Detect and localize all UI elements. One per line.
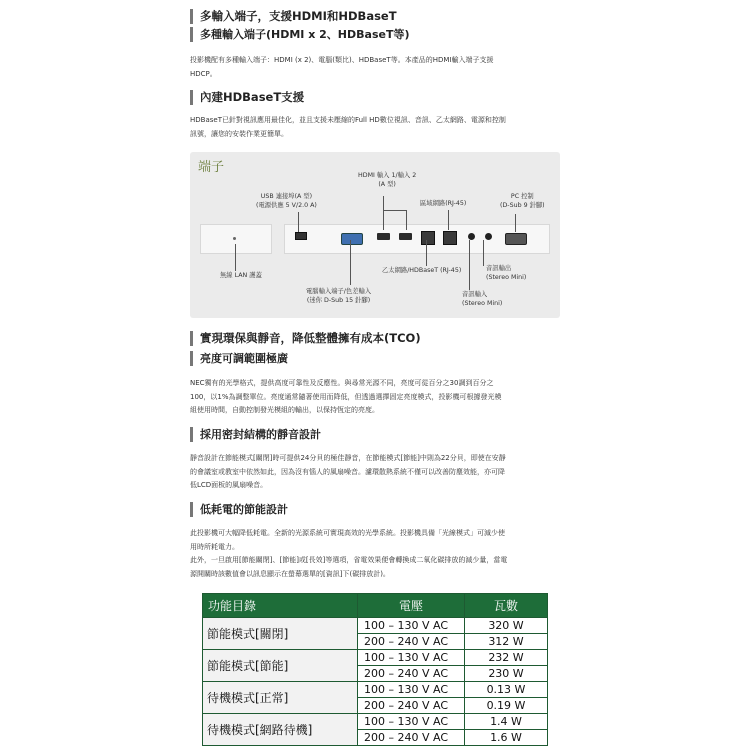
lan-port-label: 區域網路(RJ-45) [420, 200, 467, 207]
hdmi-port-1-icon [377, 233, 390, 240]
hdbaset-port-icon [421, 231, 435, 245]
table-row [203, 650, 548, 666]
leader-line [469, 240, 470, 290]
table-cell-voltage: 200 – 240 V AC [358, 698, 465, 714]
terminal-diagram-panel [190, 152, 560, 318]
audio-input-label: 音訊輸入 (Stereo Mini) [462, 291, 503, 307]
section-subheading-multi-input: 多種輸入端子(HDMI x 2、HDBaseT等) [190, 27, 410, 42]
table-cell-wattage: 312 W [465, 634, 548, 650]
paragraph-brightness [190, 377, 550, 418]
audio-output-label: 音訊輸出 (Stereo Mini) [486, 265, 527, 281]
paragraph-line: 此投影機可大幅降低耗電。全新的光源系統可實現高效的光學系統。投影機具備「光線模式」可減少使 [190, 529, 505, 537]
table-cell-wattage: 230 W [465, 666, 548, 682]
pc-control-label: PC 控制 (D-Sub 9 針腳) [500, 193, 545, 209]
table-cell-feature: 待機模式[正常] [203, 682, 358, 714]
projector-left-module [200, 224, 272, 254]
paragraph-hdbaset [190, 114, 550, 141]
computer-input-label: 電腦輸入端子/色差輸入 (迷你 D-Sub 15 針腳) [306, 288, 372, 304]
paragraph-line: 此外，一旦啟用[節能關閉]、[節能]或[長效]等選項，省電效果便會轉換成二氧化碳排放的減少量，當電 [190, 556, 508, 564]
leader-line [383, 210, 407, 211]
table-header-row [203, 594, 548, 618]
leader-line [406, 210, 407, 230]
leader-line [383, 210, 384, 230]
table-cell-wattage: 0.19 W [465, 698, 548, 714]
hdmi-input-label: HDMI 輸入 1/輸入 2 (A 型) [358, 172, 417, 188]
leader-line [448, 210, 449, 230]
paragraph-line: NEC獨有的光學格式，提供高度可靠性及反應性。與尋常光源不同，亮度可從百分之30調到百分之 [190, 379, 494, 387]
leader-line [350, 240, 351, 285]
paragraph-line: 100，以1%為調整單位。亮度通常隨著使用而降低，但透過選擇固定亮度模式，投影機可根據發光模 [190, 392, 502, 401]
paragraph-line: 低LCD面板的風扇噪音。 [190, 481, 268, 489]
table-header-wattage: 瓦數 [465, 594, 548, 618]
table-header-feature: 功能目錄 [203, 594, 358, 618]
table-cell-voltage: 100 – 130 V AC [358, 650, 465, 666]
table-row [203, 618, 548, 634]
section-subheading-low-power: 低耗電的節能設計 [190, 502, 288, 517]
table-cell-voltage: 100 – 130 V AC [358, 714, 465, 730]
terminal-panel-title: 端子 [198, 160, 225, 175]
table-cell-voltage: 200 – 240 V AC [358, 730, 465, 746]
paragraph-line: 訊號，讓您的安裝作業更簡單。 [190, 129, 288, 138]
section-heading-hdbaset: 內建HDBaseT支援 [190, 90, 304, 105]
table-cell-feature: 節能模式[節能] [203, 650, 358, 682]
table-row [203, 714, 548, 730]
leader-line [383, 196, 384, 211]
hdmi-port-2-icon [399, 233, 412, 240]
table-cell-voltage: 200 – 240 V AC [358, 666, 465, 682]
table-cell-wattage: 320 W [465, 618, 548, 634]
paragraph-line: 組使用時間，自動控制發光模組的輸出，以保持恆定的亮度。 [190, 406, 379, 414]
paragraph-line: 源開關時該數值會以訊息顯示在螢幕選單的[資訊]下(碳排放計)。 [190, 569, 390, 578]
table-cell-voltage: 100 – 130 V AC [358, 682, 465, 698]
paragraph-line: 靜音設計在節能模式[關閉]時可提供24分貝的極佳靜音，在節能模式[節能]中則為22分貝，即使在安靜 [190, 454, 506, 462]
audio-in-jack-icon [468, 233, 475, 240]
leader-line [426, 240, 427, 266]
paragraph-line: HDCP。 [190, 69, 217, 78]
section-heading-eco-quiet: 實現環保與靜音，降低整體擁有成本(TCO) [190, 331, 421, 346]
table-cell-voltage: 200 – 240 V AC [358, 634, 465, 650]
lan-port-icon [443, 231, 457, 245]
table-cell-wattage: 1.4 W [465, 714, 548, 730]
hdbaset-port-label: 乙太網路/HDBaseT (RJ-45) [382, 267, 462, 274]
table-row [203, 682, 548, 698]
wireless-lan-cover-label: 無線 LAN 護蓋 [220, 272, 262, 279]
table-cell-wattage: 232 W [465, 650, 548, 666]
table-cell-feature: 節能模式[關閉] [203, 618, 358, 650]
paragraph-low-power [190, 527, 550, 581]
table-cell-wattage: 1.6 W [465, 730, 548, 746]
rs232-port-icon [505, 233, 527, 245]
paragraph-line: HDBaseT已針對視訊應用最佳化，並且支援未壓縮的Full HD數位視訊、音訊、乙太網路、電源和控制 [190, 116, 506, 124]
table-header-voltage: 電壓 [358, 594, 465, 618]
table-cell-feature: 待機模式[網路待機] [203, 714, 358, 746]
leader-line [298, 212, 299, 232]
paragraph-line: 用時所耗電力。 [190, 542, 239, 551]
paragraph-quiet-design [190, 452, 550, 493]
leader-line [515, 214, 516, 232]
usb-port-label: USB 連接埠(A 型) (電源供應 5 V/2.0 A) [256, 193, 317, 209]
table-cell-wattage: 0.13 W [465, 682, 548, 698]
usb-port-icon [295, 232, 307, 240]
paragraph-line: 投影機配有多種輸入端子：HDMI (x 2)、電腦(類比)、HDBaseT等。本產品的HDMI輸入端子支援 [190, 56, 494, 64]
leader-line [483, 240, 484, 266]
section-subheading-brightness: 亮度可調範圍極廣 [190, 351, 288, 366]
section-subheading-quiet-design: 採用密封結構的靜音設計 [190, 427, 321, 442]
leader-line [235, 244, 236, 271]
audio-out-jack-icon [485, 233, 492, 240]
paragraph-line: 的會議室或教室中依然如此，因為沒有惱人的風扇噪音。濾環散熱系統不僅可以改善防塵效能，亦可降 [190, 467, 505, 476]
projector-terminal-strip [284, 224, 550, 254]
section-heading-multi-input: 多輸入端子，支援HDMI和HDBaseT [190, 9, 397, 24]
indicator-dot-icon [233, 237, 236, 240]
vga-port-icon [341, 233, 363, 245]
power-consumption-table [202, 593, 548, 746]
paragraph-multi-input [190, 54, 550, 81]
table-cell-voltage: 100 – 130 V AC [358, 618, 465, 634]
